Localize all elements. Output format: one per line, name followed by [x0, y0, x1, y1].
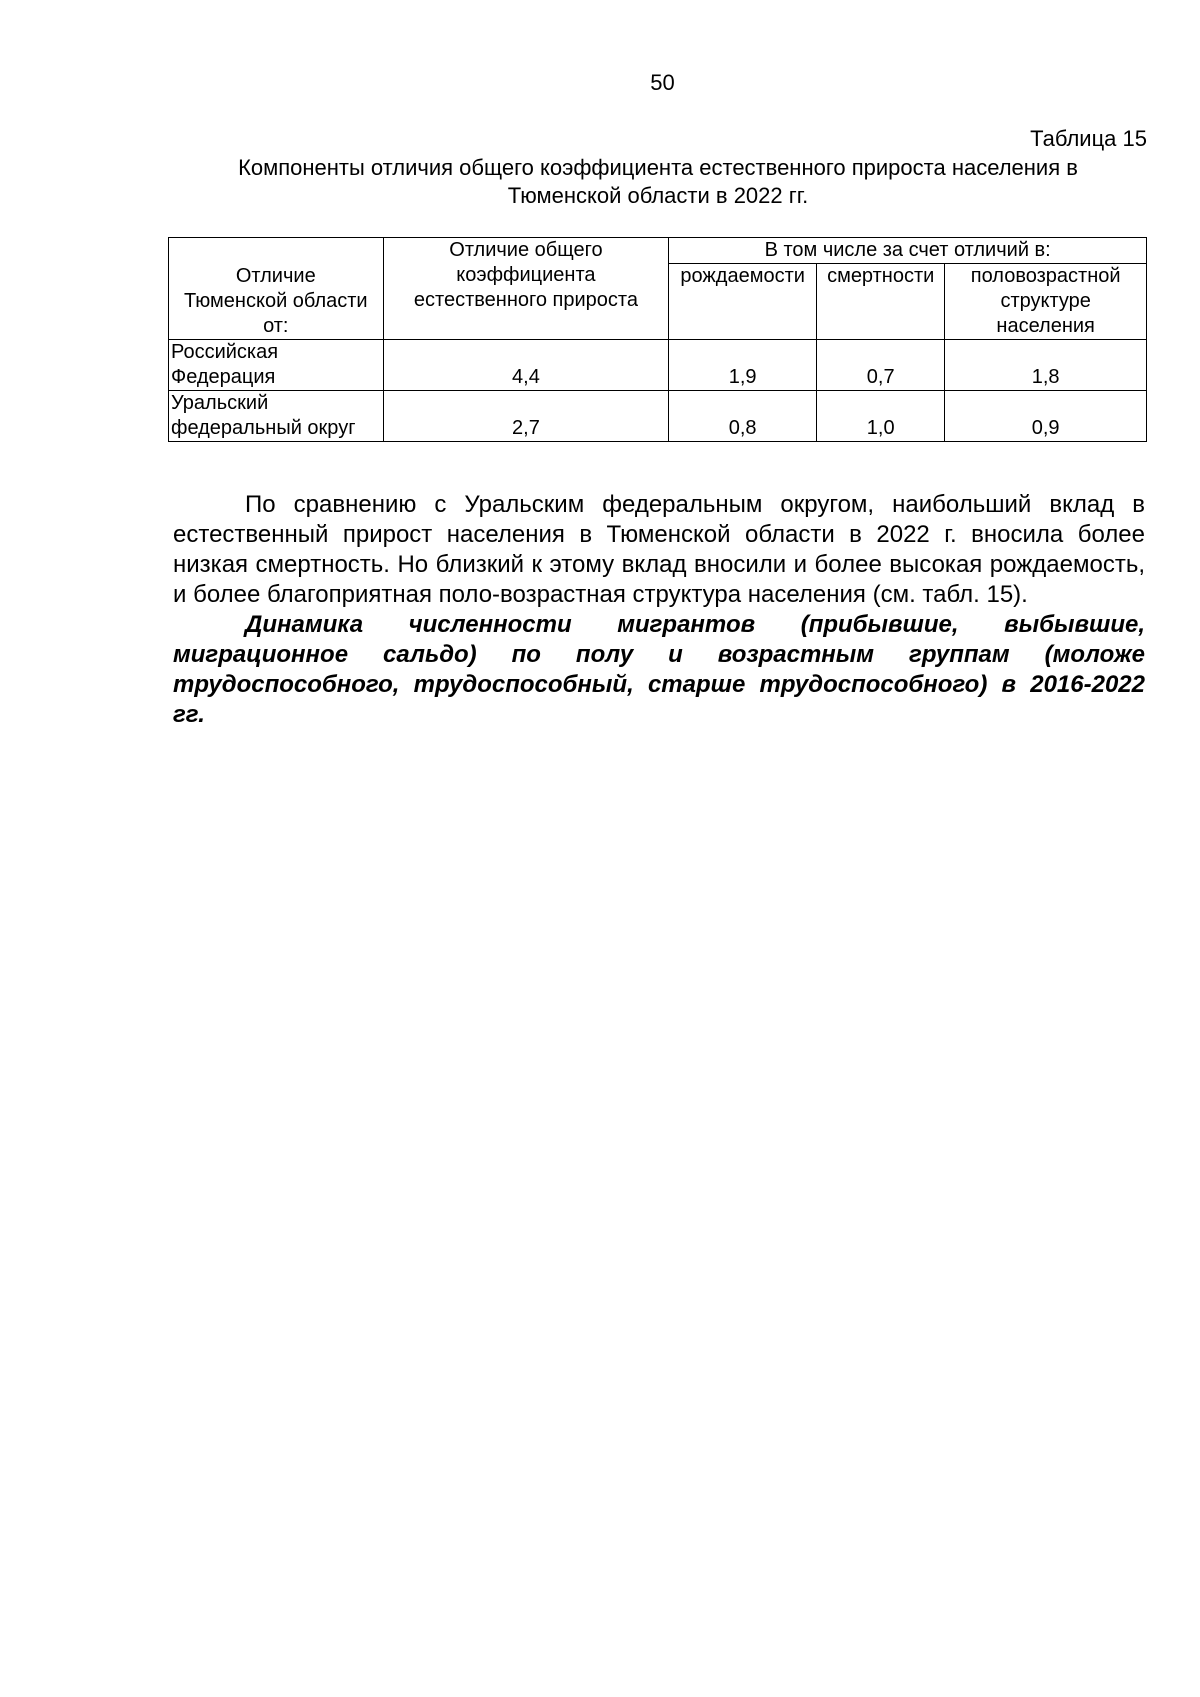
body-paragraph: По сравнению с Уральским федеральным округом, наибольший вклад в естественный прирост населения в Тюменской области в 2022 г. вносила более низкая смертность. Но близкий к этому вклад вносили и более высокая рождаемость, и более благоприятная поло-возрастная структура населения (см. табл. 15).: [173, 491, 1145, 608]
cell-birth: 1,9: [669, 340, 817, 391]
cell-structure: 0,9: [945, 391, 1147, 442]
cell-total: 2,7: [383, 391, 669, 442]
cell-structure: 1,8: [945, 340, 1147, 391]
table-caption-line-1: Компоненты отличия общего коэффициента естественного прироста населения в: [238, 155, 1078, 180]
table-caption: [168, 154, 1148, 210]
row-label: Российская Федерация: [169, 340, 384, 391]
table-row: [169, 340, 1147, 391]
header-cell-death: смертности: [817, 264, 945, 340]
table-label: Таблица 15: [1030, 126, 1147, 151]
header-cell-birth: рождаемости: [669, 264, 817, 340]
header-cell-total-difference: Отличие общего коэффициента естественного прироста: [383, 238, 669, 340]
body-text: [173, 490, 1145, 730]
section-heading: Динамика численности мигрантов (прибывшие, выбывшие, миграционное сальдо) по полу и возрастным группам (моложе трудоспособного, трудоспособный, старше трудоспособного) в 2016-2022 гг.: [173, 611, 1145, 728]
row-label: Уральский федеральный округ: [169, 391, 384, 442]
page-number: 50: [650, 70, 675, 95]
header-cell-group: В том числе за счет отличий в:: [669, 238, 1147, 264]
header-cell-difference-from: Отличие Тюменской области от:: [169, 238, 384, 340]
data-table: [168, 237, 1147, 442]
cell-death: 0,7: [817, 340, 945, 391]
table-caption-line-2: Тюменской области в 2022 гг.: [507, 183, 809, 208]
cell-total: 4,4: [383, 340, 669, 391]
cell-birth: 0,8: [669, 391, 817, 442]
cell-death: 1,0: [817, 391, 945, 442]
header-cell-structure: половозрастной структуре населения: [945, 264, 1147, 340]
table-row: [169, 391, 1147, 442]
table-header-row-1: [169, 238, 1147, 264]
